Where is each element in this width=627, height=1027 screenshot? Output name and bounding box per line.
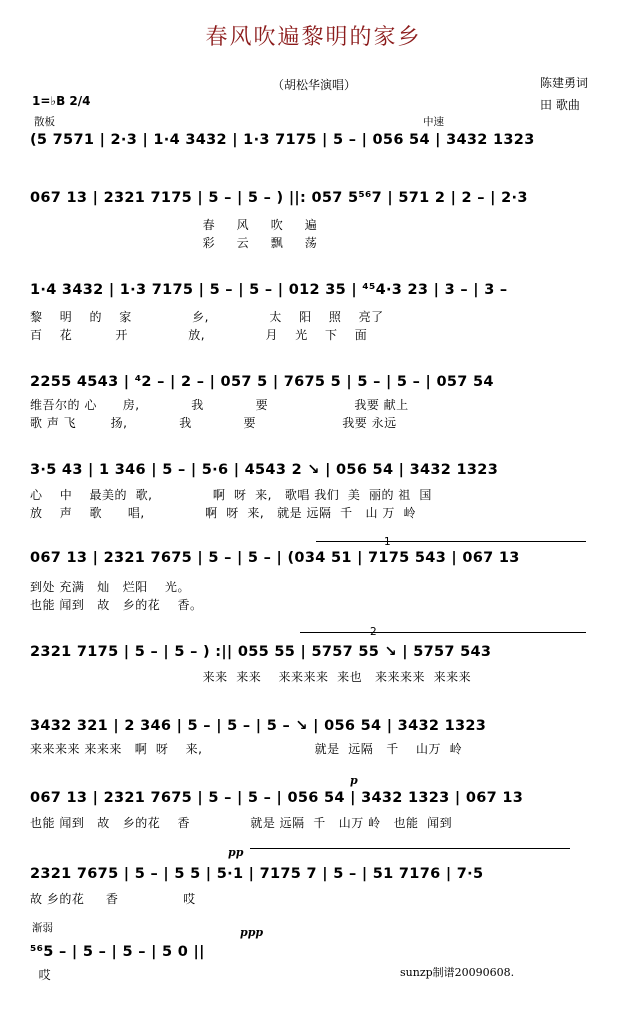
dynamic-pp: pp <box>228 846 244 859</box>
composer-credit: 田 歌曲 <box>540 98 580 112</box>
lyrics-line-2a: 春 风 吹 遍 <box>30 218 318 232</box>
lyrics-line-8: 来来来来 来来来 啊 呀 来, 就是 远隔 千 山万 岭 <box>30 742 463 756</box>
score-line-8: 3432 321 | 2 346 | 5 – | 5 – | 5 – ↘ | 056 54 | 3432 1323 <box>30 718 487 734</box>
song-title: 春风吹遍黎明的家乡 <box>205 25 422 50</box>
score-line-6: 067 13 | 2321 7675 | 5 – | 5 – | (034 51 | 7175 543 | 067 13 <box>30 550 520 566</box>
tempo-mark-sanban: 散板 <box>34 116 55 128</box>
volta-2-bracket <box>300 632 586 633</box>
score-line-9: 067 13 | 2321 7675 | 5 – | 5 – | 056 54 | 3432 1323 | 067 13 <box>30 790 524 806</box>
lyrics-line-2b: 彩 云 飘 荡 <box>30 236 318 250</box>
score-line-5: 3·5 43 | 1 346 | 5 – | 5·6 | 4543 2 ↘ | 056 54 | 3432 1323 <box>30 462 499 478</box>
lyrics-line-7: 来来 来来 来来来来 来也 来来来来 来来来 <box>30 670 472 684</box>
lyrics-line-3a: 黎 明 的 家 乡, 太 阳 照 亮了 <box>30 310 384 324</box>
score-line-2: 067 13 | 2321 7175 | 5 – | 5 – ) ||: 057 5⁵⁶7 | 571 2 | 2 – | 2·3 <box>30 190 528 206</box>
score-line-7: 2321 7175 | 5 – | 5 – ) :|| 055 55 | 5757 55 ↘ | 5757 543 <box>30 644 492 660</box>
lyricist-credit: 陈建勇词 <box>540 76 589 90</box>
score-line-4: 2255 4543 | ⁴2 – | 2 – | 057 5 | 7675 5 | 5 – | 5 – | 057 54 <box>30 374 494 390</box>
score-line-1: (5 7571 | 2·3 | 1·4 3432 | 1·3 7175 | 5 – | 056 54 | 3432 1323 <box>30 132 535 148</box>
tempo-mark-jianruo: 渐弱 <box>32 922 53 934</box>
lyrics-line-5b: 放 声 歌 唱, 啊 呀 来, 就是 远隔 千 山 万 岭 <box>30 506 416 520</box>
performer-note: （胡松华演唱） <box>272 78 357 92</box>
lyrics-line-4b: 歌 声 飞 扬, 我 要 我要 永远 <box>30 416 397 430</box>
dynamic-p: p <box>350 774 358 787</box>
score-line-10: 2321 7675 | 5 – | 5 5 | 5·1 | 7175 7 | 5 – | 51 7176 | 7·5 <box>30 866 484 882</box>
lyrics-line-3b: 百 花 开 放, 月 光 下 面 <box>30 328 368 342</box>
lyrics-line-11: 哎 <box>30 968 52 982</box>
transcriber-credit: sunzp制谱20090608. <box>400 966 515 979</box>
lyrics-line-6a: 到处 充满 灿 烂阳 光。 <box>30 580 190 594</box>
lyrics-line-6b: 也能 闻到 故 乡的花 香。 <box>30 598 203 612</box>
volta-1-bracket <box>316 541 586 542</box>
volta-1-label: 1 <box>384 536 391 548</box>
lyrics-line-9: 也能 闻到 故 乡的花 香 就是 远隔 千 山万 岭 也能 闻到 <box>30 816 453 830</box>
volta-2-label: 2 <box>370 626 377 638</box>
tempo-mark-zhongsu: 中速 <box>423 116 444 128</box>
lyrics-line-4a: 维吾尔的 心 房, 我 要 我要 献上 <box>30 398 409 412</box>
lyrics-line-5a: 心 中 最美的 歌, 啊 呀 来, 歌唱 我们 美 丽的 祖 国 <box>30 488 432 502</box>
score-line-3: 1·4 3432 | 1·3 7175 | 5 – | 5 – | 012 35 | ⁴⁵4·3 23 | 3 – | 3 – <box>30 282 508 298</box>
dynamic-ppp: ppp <box>240 926 264 939</box>
key-signature: 1=♭B 2/4 <box>32 94 91 108</box>
crescendo-line <box>250 848 570 849</box>
score-line-11: ⁵⁶5 – | 5 – | 5 – | 5 0 || <box>30 944 205 960</box>
lyrics-line-10: 故 乡的花 香 哎 <box>30 892 196 906</box>
